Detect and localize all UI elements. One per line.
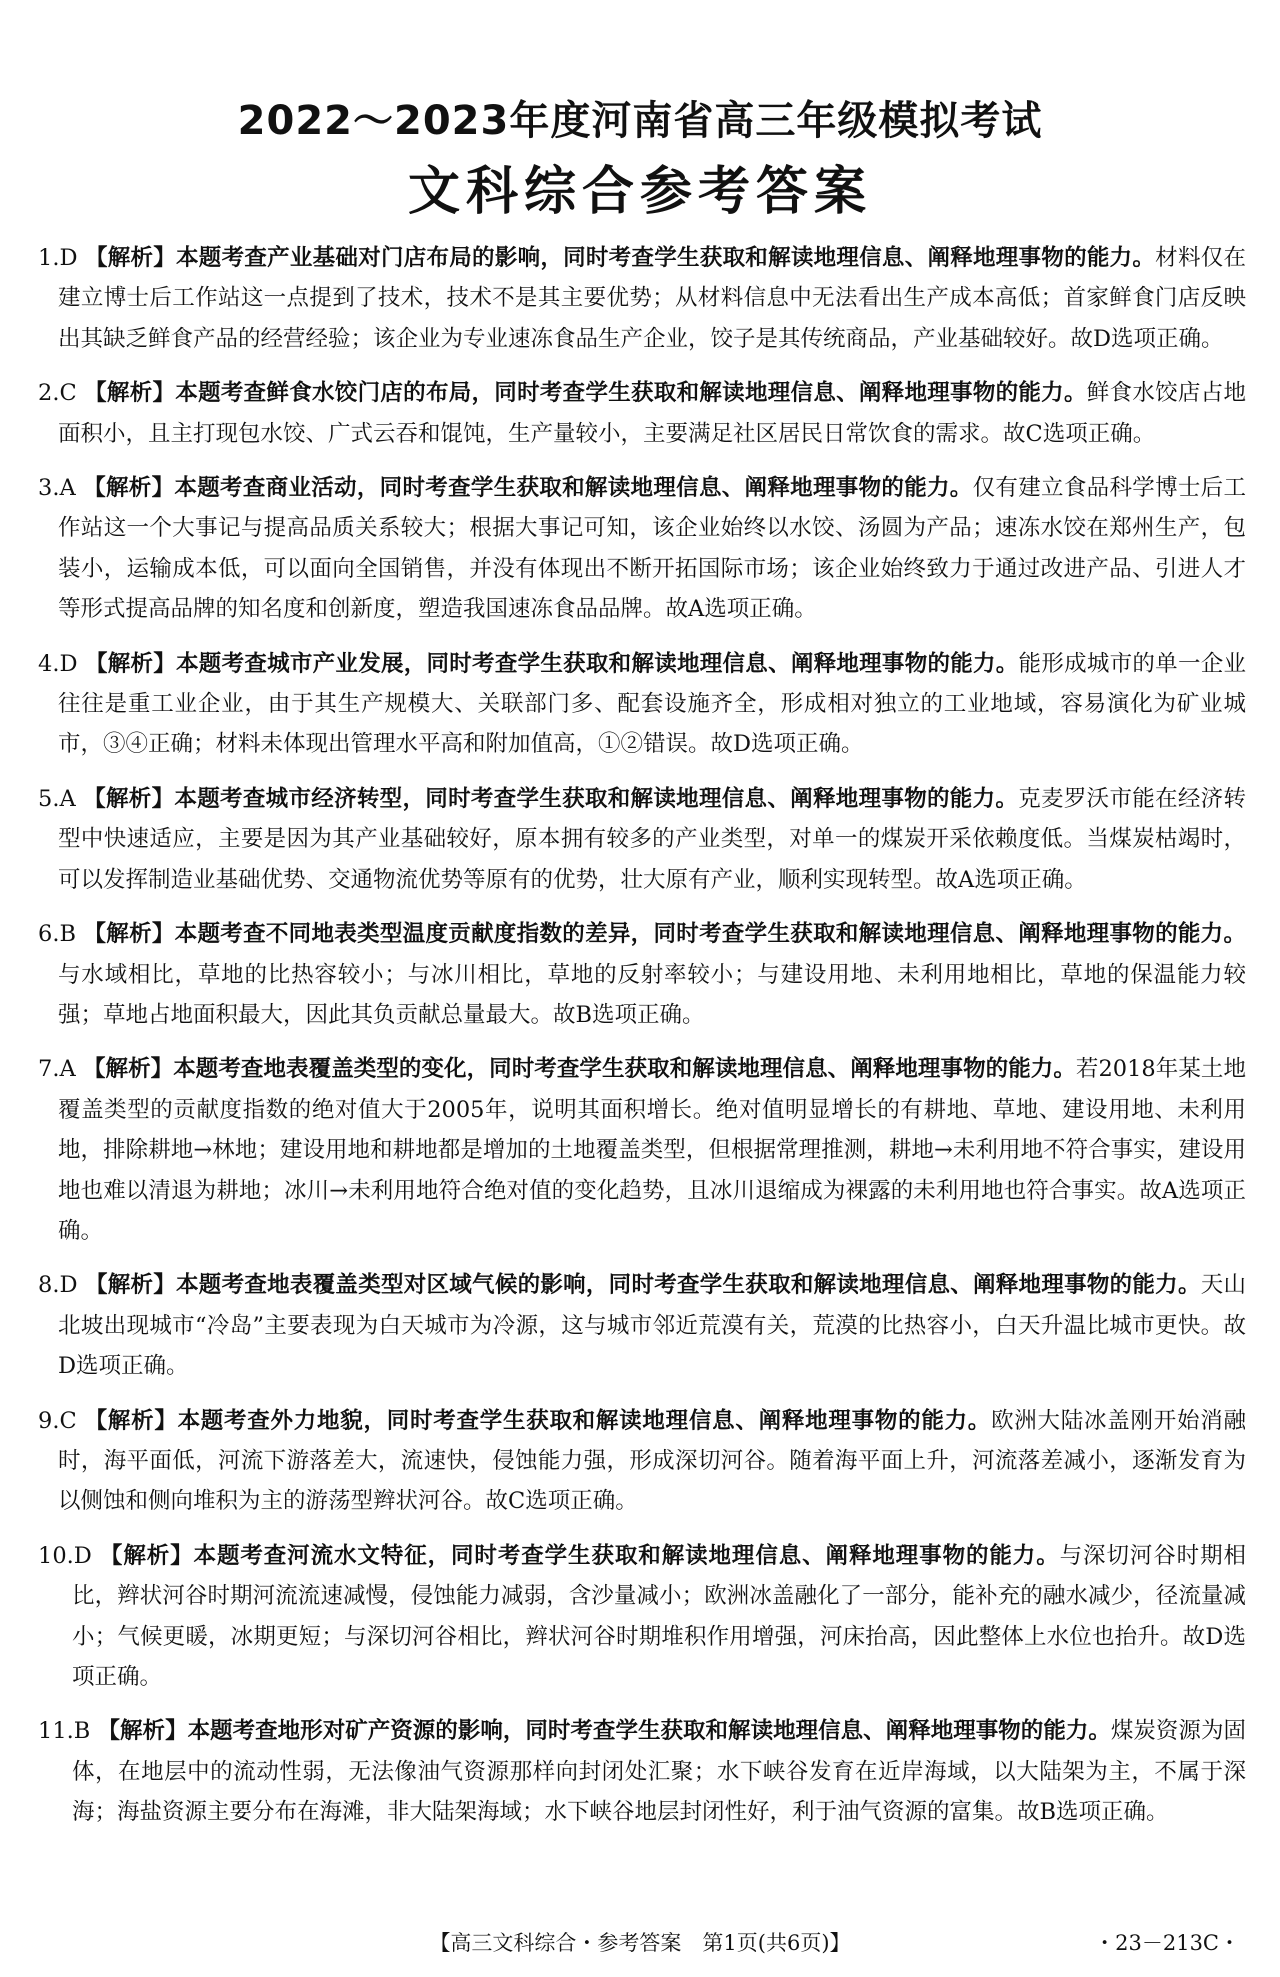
analysis-body: 鲜食水饺店占地面积小，且主打现包水饺、广式云吞和馄饨，生产量较小，主要满足社区居民日常饮食的需求。故C选项正确。 bbox=[58, 380, 1246, 447]
analysis-body: 能形成城市的单一企业往往是重工业企业，由于其生产规模大、关联部门多、配套设施齐全，形成相对独立的工业地域，容易演化为矿业城市，③④正确；材料未体现出管理水平高和附加值高，①②错误。故D选项正确。 bbox=[58, 650, 1246, 758]
answer-letter: B bbox=[73, 1718, 91, 1745]
analysis-body: 煤炭资源为固体，在地层中的流动性弱，无法像油气资源那样向封闭处汇聚；水下峡谷发育在近岸海域，以大陆架为主，不属于深海；海盐资源主要分布在海滩，非大陆架海域；水下峡谷地层封闭性好，利于油气资源的富集。故B选项正确。 bbox=[72, 1718, 1246, 1826]
question-number: 2. bbox=[38, 380, 60, 407]
answer-item-10 bbox=[38, 1536, 1246, 1698]
footer-page-info: 【高三文科综合・参考答案 第1页(共6页)】 bbox=[429, 1931, 851, 1955]
answer-item-3 bbox=[38, 468, 1246, 630]
question-number: 4. bbox=[38, 650, 60, 677]
answer-item-8 bbox=[38, 1265, 1246, 1386]
analysis-heading: 【解析】本题考查城市产业发展，同时考查学生获取和解读地理信息、阐释地理事物的能力。 bbox=[84, 650, 1019, 677]
answer-letter: D bbox=[73, 1542, 92, 1569]
question-number: 6. bbox=[38, 921, 60, 948]
analysis-body: 与深切河谷时期相比，辫状河谷时期河流流速减慢，侵蚀能力减弱，含沙量减小；欧洲冰盖融化了一部分，能补充的融水减少，径流量减小；气候更暖，冰期更短；与深切河谷相比，辫状河谷时期堆积作用增强，河床抬高，因此整体上水位也抬升。故D选项正确。 bbox=[72, 1542, 1246, 1690]
question-number: 8. bbox=[38, 1272, 60, 1299]
analysis-body: 仅有建立食品科学博士后工作站这一个大事记与提高品质关系较大；根据大事记可知，该企业始终以水饺、汤圆为产品；速冻水饺在郑州生产，包装小，运输成本低，可以面向全国销售，并没有体现出不断开拓国际市场；该企业始终致力于通过改进产品、引进人才等形式提高品牌的知名度和创新度，塑造我国速冻食品品牌。故A选项正确。 bbox=[58, 475, 1246, 623]
question-number: 1. bbox=[38, 245, 60, 271]
question-number: 10. bbox=[38, 1542, 74, 1569]
answer-letter: D bbox=[59, 245, 78, 271]
analysis-heading: 【解析】本题考查河流水文特征，同时考查学生获取和解读地理信息、阐释地理事物的能力。 bbox=[99, 1542, 1060, 1569]
question-number: 7. bbox=[38, 1056, 60, 1083]
answer-letter: C bbox=[59, 380, 77, 407]
answer-item-5 bbox=[38, 779, 1246, 900]
answer-letter: A bbox=[59, 1056, 76, 1083]
answer-key-title: 文科综合参考答案 bbox=[407, 162, 872, 222]
question-number: 9. bbox=[38, 1407, 60, 1434]
answer-item-11 bbox=[38, 1711, 1246, 1832]
answer-letter: B bbox=[59, 921, 77, 948]
analysis-body: 克麦罗沃市能在经济转型中快速适应，主要是因为其产业基础较好，原本拥有较多的产业类型，对单一的煤炭开采依赖度低。当煤炭枯竭时，可以发挥制造业基础优势、交通物流优势等原有的优势，壮大原有产业，顺利实现转型。故A选项正确。 bbox=[58, 785, 1246, 893]
answer-letter: D bbox=[59, 1272, 78, 1299]
answer-item-2 bbox=[38, 373, 1246, 454]
question-number: 5. bbox=[38, 785, 60, 812]
analysis-heading: 【解析】本题考查地形对矿产资源的影响，同时考查学生获取和解读地理信息、阐释地理事物的能力。 bbox=[97, 1718, 1111, 1745]
analysis-heading: 【解析】本题考查外力地貌，同时考查学生获取和解读地理信息、阐释地理事物的能力。 bbox=[84, 1407, 992, 1434]
answer-item-9 bbox=[38, 1401, 1246, 1522]
analysis-heading: 【解析】本题考查地表覆盖类型对区域气候的影响，同时考查学生获取和解读地理信息、阐释地理事物的能力。 bbox=[84, 1272, 1201, 1299]
analysis-body: 若2018年某土地覆盖类型的贡献度指数的绝对值大于2005年，说明其面积增长。绝对值明显增长的有耕地、草地、建设用地、未利用地，排除耕地→林地；建设用地和耕地都是增加的土地覆盖类型，但根据常理推测，耕地→未利用地不符合事实，建设用地也难以清退为耕地；冰川→未利用地符合绝对值的变化趋势，且冰川退缩成为裸露的未利用地也符合事实。故A选项正确。 bbox=[58, 1056, 1247, 1244]
analysis-heading: 【解析】本题考查产业基础对门店布局的影响，同时考查学生获取和解读地理信息、阐释地理事物的能力。 bbox=[84, 245, 1156, 271]
question-number: 11. bbox=[38, 1718, 74, 1745]
answer-item-1 bbox=[38, 238, 1246, 359]
answer-item-6 bbox=[38, 914, 1246, 1035]
footer-paper-code: ・23－213C・ bbox=[1094, 1931, 1240, 1955]
answer-letter: A bbox=[59, 785, 76, 812]
analysis-body: 天山北坡出现城市“冷岛”主要表现为白天城市为冷源，这与城市邻近荒漠有关，荒漠的比热容小，白天升温比城市更快。故D选项正确。 bbox=[58, 1272, 1246, 1380]
exam-title: 2022～2023年度河南省高三年级模拟考试 bbox=[237, 98, 1043, 144]
analysis-heading: 【解析】本题考查鲜食水饺门店的布局，同时考查学生获取和解读地理信息、阐释地理事物的能力。 bbox=[84, 380, 1087, 407]
analysis-body: 材料仅在建立博士后工作站这一点提到了技术，技术不是其主要优势；从材料信息中无法看出生产成本高低；首家鲜食门店反映出其缺乏鲜食产品的经营经验；该企业为专业速冻食品生产企业，饺子是其传统商品，产业基础较好。故D选项正确。 bbox=[58, 245, 1246, 352]
analysis-heading: 【解析】本题考查不同地表类型温度贡献度指数的差异，同时考查学生获取和解读地理信息、阐释地理事物的能力。 bbox=[83, 921, 1246, 948]
page-footer bbox=[0, 1928, 1280, 1958]
answer-list bbox=[38, 238, 1246, 1847]
answer-letter: C bbox=[59, 1407, 77, 1434]
analysis-body: 欧洲大陆冰盖刚开始消融时，海平面低，河流下游落差大，流速快，侵蚀能力强，形成深切河谷。随着海平面上升，河流落差减小，逐渐发育为以侧蚀和侧向堆积为主的游荡型辫状河谷。故C选项正确。 bbox=[58, 1407, 1246, 1515]
question-number: 3. bbox=[38, 475, 60, 502]
analysis-heading: 【解析】本题考查城市经济转型，同时考查学生获取和解读地理信息、阐释地理事物的能力。 bbox=[83, 785, 1019, 812]
answer-item-4 bbox=[38, 644, 1246, 765]
answer-letter: D bbox=[59, 650, 78, 677]
answer-letter: A bbox=[59, 475, 76, 502]
analysis-heading: 【解析】本题考查地表覆盖类型的变化，同时考查学生获取和解读地理信息、阐释地理事物的能力。 bbox=[82, 1056, 1076, 1083]
title-block bbox=[0, 92, 1280, 228]
analysis-heading: 【解析】本题考查商业活动，同时考查学生获取和解读地理信息、阐释地理事物的能力。 bbox=[83, 475, 973, 502]
answer-item-7 bbox=[38, 1049, 1246, 1251]
analysis-body: 与水域相比，草地的比热容较小；与冰川相比，草地的反射率较小；与建设用地、未利用地相比，草地的保温能力较强；草地占地面积最大，因此其负贡献总量最大。故B选项正确。 bbox=[58, 961, 1246, 1028]
